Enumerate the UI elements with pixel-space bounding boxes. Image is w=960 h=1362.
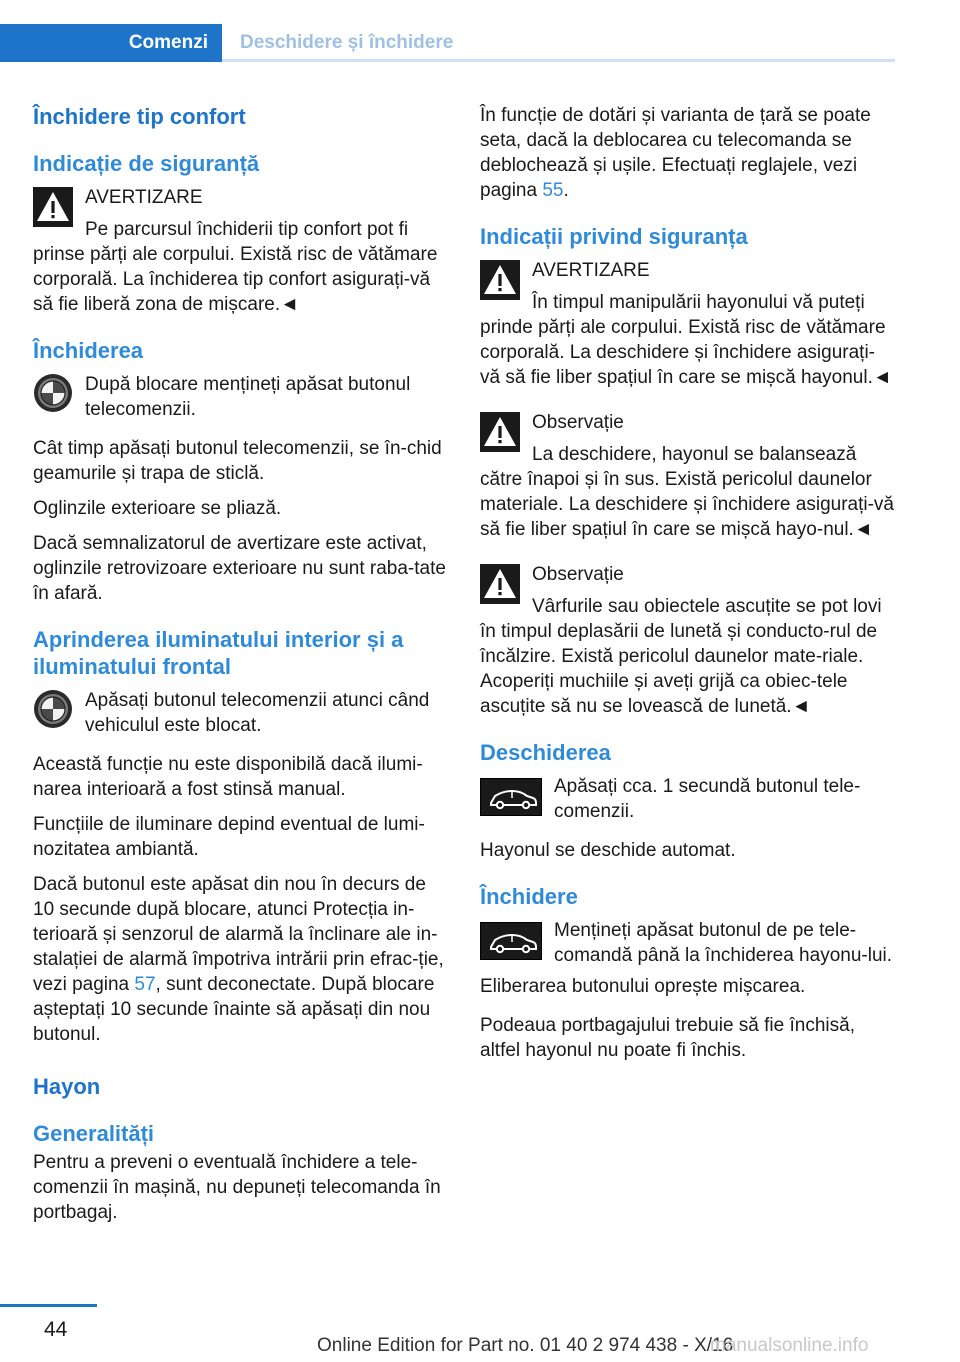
note-text: Vârfurile sau obiectele ascuțite se pot lovi în timpul deplasării de lunetă și conducto-rul de încălzire. Există pericolul daunelor mate-riale. Acoperiți muchiile și aveți grijă ca obiec-tele ascuțite să nu se lovească de lunetă.◄ <box>480 596 882 717</box>
watermark: manualsonline.info <box>710 1335 869 1356</box>
paragraph: Funcțiile de iluminare depind eventual de lumi-nozitatea ambiantă. <box>33 814 425 860</box>
page-link-57[interactable]: 57 <box>134 974 156 995</box>
note-text: La deschidere, hayonul se balansează către înapoi și în sus. Există pericolul daunelor materiale. La deschidere și închidere asigurați-vă să fie liber spațiul în care se mișcă hayo-nul.◄ <box>480 444 894 540</box>
paragraph: Eliberarea butonului oprește mișcarea. <box>480 976 806 997</box>
page-link-55[interactable]: 55 <box>542 180 564 201</box>
right-column <box>480 100 895 1063</box>
closing-hayon-text: Mențineți apăsat butonul de pe tele-comandă până la închiderea hayonu-lui. <box>554 920 893 966</box>
edition-note: Online Edition for Part no. 01 40 2 974 438 - X/16 <box>317 1335 734 1356</box>
bmw-key-icon <box>33 689 73 729</box>
paragraph-text: Dacă butonul este apăsat din nou în decurs de 10 secunde după blocare, atunci Protecția in-terioară și senzorul de alarmă la înclinare ale in-stalației de alarmă împotriva intrării prin efrac-ție, vezi pagina <box>33 874 444 995</box>
warning-triangle-icon <box>480 260 520 300</box>
heading-opening: Deschiderea <box>480 740 611 765</box>
lighting-text: Apăsați butonul telecomenzii atunci când vehiculul este blocat. <box>85 690 430 736</box>
note-title: Observație <box>532 412 624 433</box>
warning-title: AVERTIZARE <box>532 260 650 281</box>
warning-triangle-icon <box>480 564 520 604</box>
closing-hayon-instruction <box>480 918 895 968</box>
heading-comfort-closing: Închidere tip confort <box>33 104 246 129</box>
warning-text: În timpul manipulării hayonului vă puteți prinde părți ale corpului. Există risc de vătămare corporală. La deschidere și închidere asigurați-vă să fie liber spațiul în care se mișcă hayonul.◄ <box>480 292 892 388</box>
note-block-sharp-objects <box>480 562 895 719</box>
page-number: 44 <box>44 1318 68 1341</box>
heading-safety-notes: Indicații privind siguranța <box>480 224 748 249</box>
paragraph-settings <box>480 103 895 203</box>
warning-title: AVERTIZARE <box>85 187 203 208</box>
paragraph: Cât timp apăsați butonul telecomenzii, se în-chid geamurile și trapa de sticlă. <box>33 438 442 484</box>
header-divider <box>222 59 895 62</box>
heading-lighting: Aprinderea iluminatului interior și a iluminatului frontal <box>33 627 404 679</box>
warning-triangle-icon <box>480 412 520 452</box>
paragraph-text: În funcție de dotări și varianta de țară se poate seta, dacă la deblocarea cu telecomanda se deblochează și ușile. Efectuați reglajele, vezi pagina <box>480 105 871 201</box>
paragraph: Această funcție nu este disponibilă dacă ilumi-narea interioară a fost stinsă manual. <box>33 754 423 800</box>
page-header <box>0 0 960 64</box>
opening-text: Apăsați cca. 1 secundă butonul tele-comenzii. <box>554 776 861 822</box>
paragraph-text: , sunt deconectate. După blocare așteptați 10 secunde înainte să apăsați din nou butonul. <box>33 974 435 1045</box>
heading-hayon: Hayon <box>33 1074 101 1099</box>
heading-closing: Închiderea <box>33 338 144 363</box>
tab-comenzi[interactable]: Comenzi <box>0 24 222 62</box>
warning-block-hayon <box>480 258 895 390</box>
tailgate-button-icon <box>480 778 542 816</box>
heading-safety-note: Indicație de siguranță <box>33 151 260 176</box>
opening-instruction <box>480 774 895 824</box>
closing-instruction <box>33 372 448 422</box>
footer-divider <box>0 1304 97 1307</box>
left-column <box>33 100 448 1225</box>
lighting-instruction <box>33 688 448 738</box>
heading-closing-hayon: Închidere <box>480 884 578 909</box>
paragraph: Hayonul se deschide automat. <box>480 840 736 861</box>
paragraph: Pentru a preveni o eventuală închidere a tele-comenzii în mașină, nu depuneți telecomanda în portbagaj. <box>33 1152 441 1223</box>
tailgate-button-icon <box>480 922 542 960</box>
warning-triangle-icon <box>33 187 73 227</box>
paragraph-protection <box>33 872 448 1047</box>
paragraph: Dacă semnalizatorul de avertizare este activat, oglinzile retrovizoare exterioare nu sunt raba-tate în afară. <box>33 533 446 604</box>
note-title: Observație <box>532 564 624 585</box>
tab-deschidere-inchidere[interactable]: Deschidere și închidere <box>240 32 454 53</box>
warning-block-comfort <box>33 185 448 317</box>
bmw-key-icon <box>33 373 73 413</box>
warning-text: Pe parcursul închiderii tip confort pot fi prinse părți ale corpului. Există risc de vătămare corporală. La închiderea tip confort asigurați-vă să fie liberă zona de mișcare.◄ <box>33 219 438 315</box>
paragraph-text: . <box>563 180 569 201</box>
paragraph: Podeaua portbagajului trebuie să fie închisă, altfel hayonul nu poate fi închis. <box>480 1015 855 1061</box>
closing-text: După blocare mențineți apăsat butonul telecomenzii. <box>85 374 411 420</box>
paragraph: Oglinzile exterioare se pliază. <box>33 498 282 519</box>
note-block-balance <box>480 410 895 542</box>
heading-general: Generalități <box>33 1121 155 1146</box>
